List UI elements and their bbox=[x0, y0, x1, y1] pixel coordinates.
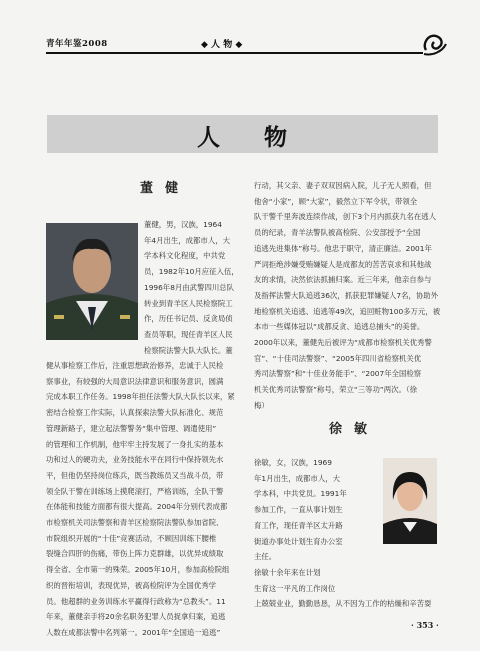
bio-line: 年1月出生，成都市人，大 bbox=[254, 473, 341, 483]
bio-line: 育工作，现任青羊区太升路 bbox=[254, 520, 343, 530]
bio-line: 健从事检察工作后，注重思想政治修养，忠诚于人民检 bbox=[46, 361, 224, 370]
bio-line: 功和过人的硬功夫，业务技能水平在同行中保持领先水 bbox=[46, 455, 224, 465]
bio-line: 察事业，有较强的大局意识法律意识和服务意识，圆满 bbox=[46, 376, 224, 386]
bio-line: 学本科，中共党员。1991年 bbox=[254, 489, 347, 499]
bio-line: 织的晋衔培训，表现优异，被高检院评为全国优秀学 bbox=[46, 580, 216, 590]
person2-name: 徐敏 bbox=[329, 422, 380, 437]
bio-line: 严词拒绝涉嫌受贿嫌疑人是成都友的苦苦哀求和其他战 bbox=[254, 259, 432, 269]
bio-line: 官”、“十佳司法警察”、“2005年四川省检察机关优 bbox=[254, 353, 422, 363]
bio-line: 平，但他仍坚持岗位练兵，既当教练员又当战斗员，带 bbox=[46, 470, 224, 480]
bio-line: 参加工作，一直从事计划生 bbox=[254, 505, 343, 515]
bio-line: 1996年8月由武警四川总队 bbox=[144, 282, 235, 292]
person1-bio-col2 bbox=[254, 178, 442, 414]
bio-line: 转业到青羊区人民检察院工 bbox=[144, 298, 233, 308]
page-number: · 353 · bbox=[411, 620, 439, 630]
bio-line: 秀司法警察”和“十佳业务能手”、“2007年全国检察 bbox=[254, 369, 422, 379]
bio-line: 队干警千里奔波连续作战，创下3个月内抓获九名在逃人 bbox=[254, 212, 437, 222]
bio-line: 检察院法警大队大队长。董 bbox=[144, 345, 233, 355]
bio-line: 员的纪录，青羊法警队被高检院、公安部授予“全国 bbox=[254, 228, 421, 238]
bio-line: 市院组织开展的“十佳”竞赛活动，不顾因训练下腰椎 bbox=[46, 533, 217, 543]
bio-line: 徐敏十余年来在计划 bbox=[254, 567, 321, 577]
bio-line: 管理新路子，建立起法警警务“集中管理、调遣使用” bbox=[46, 423, 217, 433]
bio-line: 裂缝合四肝的伤痛，带伤上阵力克群雄，以优异成绩取 bbox=[46, 549, 224, 559]
bio-line: 及指挥法警大队追逃36次，抓获犯罪嫌疑人7名，协助外 bbox=[254, 290, 439, 300]
bio-line: 在体能和技能方面都有很大提高。2004年分别代表成都 bbox=[46, 502, 228, 512]
person2-photo bbox=[383, 458, 437, 544]
bio-line: 得全省、全市第一的殊荣。2005年10月，参加高检院组 bbox=[46, 565, 230, 575]
section-banner bbox=[47, 115, 438, 153]
bio-line: 的管理和工作机制，他牢牢主持发展了一身扎实的基本 bbox=[46, 439, 224, 449]
yearbook-title: 青年年鉴2008 bbox=[46, 39, 108, 49]
bio-line: 密结合检察工作实际，认真探索法警大队标准化、规范 bbox=[46, 408, 224, 418]
person1-bio-intro bbox=[144, 217, 239, 358]
header-rule bbox=[46, 52, 423, 54]
bio-line: 生育这一平凡的工作岗位 bbox=[254, 583, 336, 593]
bio-line: 他舍“小家”，顾“大家”，毅然立下军令状，带领全 bbox=[254, 196, 418, 206]
bio-line: 机关优秀司法警察”称号，荣立“三等功”两次。（徐 bbox=[254, 385, 417, 395]
section-title: ◆ 人 物 ◆ bbox=[201, 40, 243, 50]
banner-char-1: 人 bbox=[197, 124, 220, 151]
bio-line: 领全队干警在训练场上摸爬滚打，严格训练，全队干警 bbox=[46, 486, 224, 496]
bio-line: 上兢兢业业，勤勤恳恳，从不因为工作的枯燥和辛苦耍 bbox=[254, 599, 432, 608]
bio-line: 作，历任书记员、反贪局侦 bbox=[144, 314, 233, 324]
bio-line: 梅） bbox=[254, 400, 269, 410]
person1-name: 董健 bbox=[140, 181, 191, 196]
page-header bbox=[0, 0, 480, 62]
bio-line: 追逃先进集体”称号。他忠于职守，清正廉洁。2001年 bbox=[254, 243, 432, 253]
person2-bio-body bbox=[254, 596, 442, 612]
bio-line: 本市一些媒体冠以“成都反贪、追逃总捕头”的美誉。 bbox=[254, 322, 425, 332]
bio-line: 年4月出生，成都市人，大 bbox=[144, 235, 231, 245]
bio-line: 徐敏，女，汉族，1969 bbox=[254, 458, 332, 467]
bio-line: 人数在成都法警中名列第一。2001年“全国追一追逃” bbox=[46, 627, 221, 637]
bio-line: 行动，其父亲、妻子双双因病入院，儿子无人照看，但 bbox=[254, 181, 432, 190]
person1-photo bbox=[46, 223, 138, 340]
bio-line: 2000年以来，董健先后被评为“成都市检察机关优秀警 bbox=[254, 338, 432, 348]
bio-line: 主任。 bbox=[254, 552, 277, 562]
bio-line: 董健，男，汉族，1964 bbox=[144, 220, 222, 229]
bio-line: 员，1982年10月应征入伍， bbox=[144, 267, 239, 277]
banner-char-2: 物 bbox=[264, 124, 287, 151]
bio-line: 完成本职工作任务。1998年担任法警大队大队长以来，紧 bbox=[46, 392, 235, 402]
bio-line: 街道办事处计划生育办公室 bbox=[254, 536, 343, 546]
yearbook-logo-icon bbox=[420, 30, 448, 58]
bio-line: 友的求情，决然依法抓捕归案。近三年来，他亲自参与 bbox=[254, 275, 432, 285]
bio-line: 员。他超群的业务训练水平赢得行政称为“总教头”。11 bbox=[46, 596, 226, 606]
bio-line: 学本科文化程度，中共党 bbox=[144, 251, 226, 261]
bio-line: 年来，董健亲手将20余名职务犯罪人员捉拿归案，追逃 bbox=[46, 612, 226, 622]
bio-line: 市检察机关司法警察和青羊区检察院法警队参加省院、 bbox=[46, 518, 224, 528]
person1-bio-body bbox=[46, 358, 240, 641]
bio-line: 地检察机关追逃、追逃等49次，追回赃物100多万元，被 bbox=[254, 306, 441, 316]
person2-bio-intro bbox=[254, 455, 378, 596]
bio-line: 查员等职，现任青羊区人民 bbox=[144, 329, 233, 339]
